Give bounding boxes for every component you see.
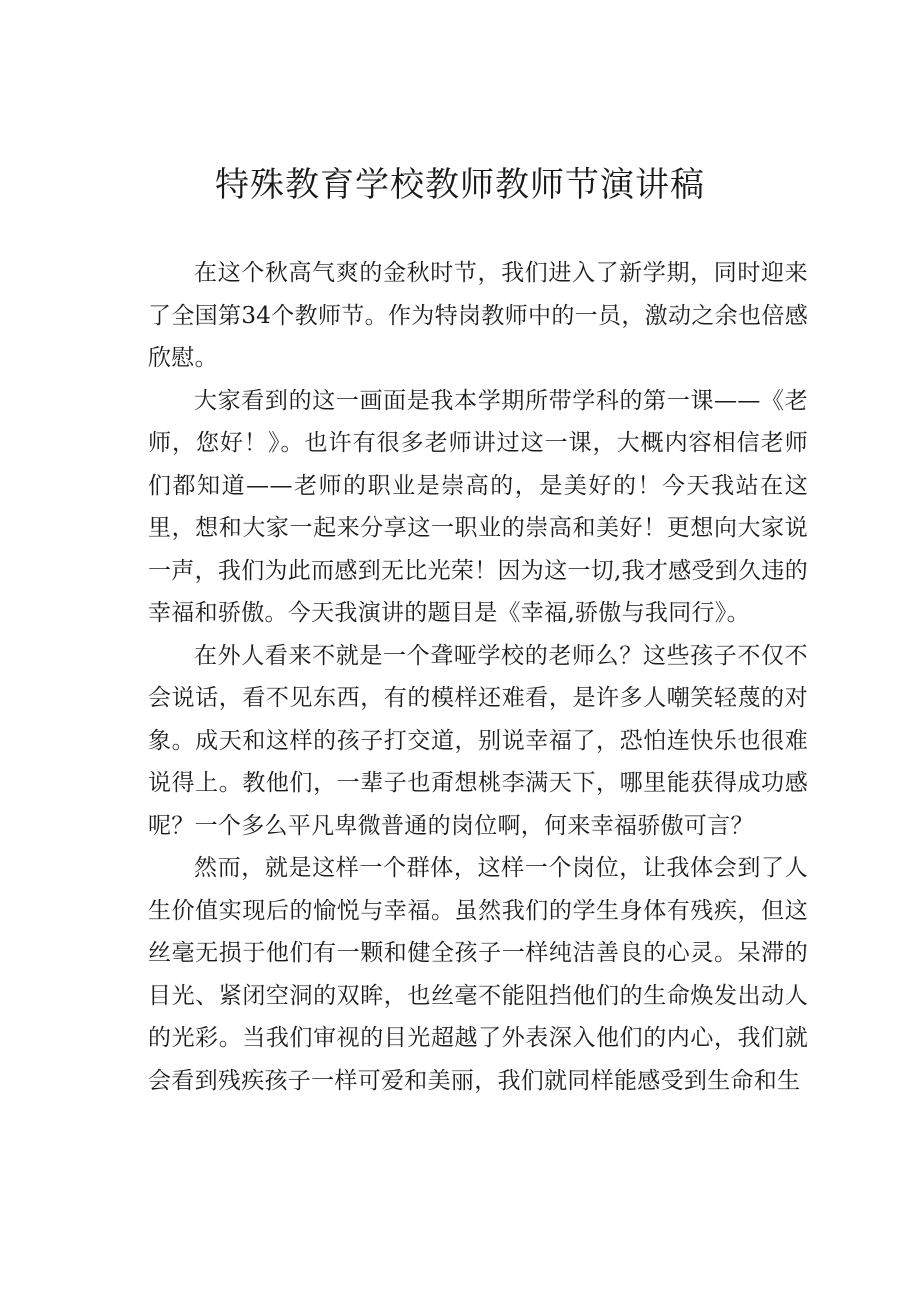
paragraph: 然而，就是这样一个群体，这样一个岗位，让我体会到了人生价值实现后的愉悦与幸福。虽然我们的学生身体有残疾，但这丝毫无损于他们有一颗和健全孩子一样纯洁善良的心灵。呆滞的目光、紧闭空洞的双眸，也丝毫不能阻挡他们的生命焕发出动人的光彩。当我们审视的目光超越了外表深入他们的内心，我们就会看到残疾孩子一样可爱和美丽，我们就同样能感受到生命和生 <box>148 855 808 1094</box>
document-body <box>148 252 808 1102</box>
paragraph: 在这个秋高气爽的金秋时节，我们进入了新学期，同时迎来了全国第34个教师节。作为特岗教师中的一员，激动之余也倍感欣慰。 <box>148 260 808 371</box>
document-title: 特殊教育学校教师教师节演讲稿 <box>215 165 705 205</box>
paragraph: 在外人看来不就是一个聋哑学校的老师么？这些孩子不仅不会说话，看不见东西，有的模样还难看，是许多人嘲笑轻蔑的对象。成天和这样的孩子打交道，别说幸福了，恐怕连快乐也很难说得上。教他们，一辈子也甭想桃李满天下，哪里能获得成功感呢？一个多么平凡卑微普通的岗位啊，何来幸福骄傲可言？ <box>148 642 808 839</box>
paragraph: 大家看到的这一画面是我本学期所带学科的第一课——《老师，您好！》。也许有很多老师讲过这一课，大概内容相信老师们都知道——老师的职业是崇高的，是美好的！今天我站在这里，想和大家一起来分享这一职业的崇高和美好！更想向大家说一声，我们为此而感到无比光荣！因为这一切,我才感受到久违的幸福和骄傲。今天我演讲的题目是《幸福,骄傲与我同行》。 <box>148 387 809 626</box>
